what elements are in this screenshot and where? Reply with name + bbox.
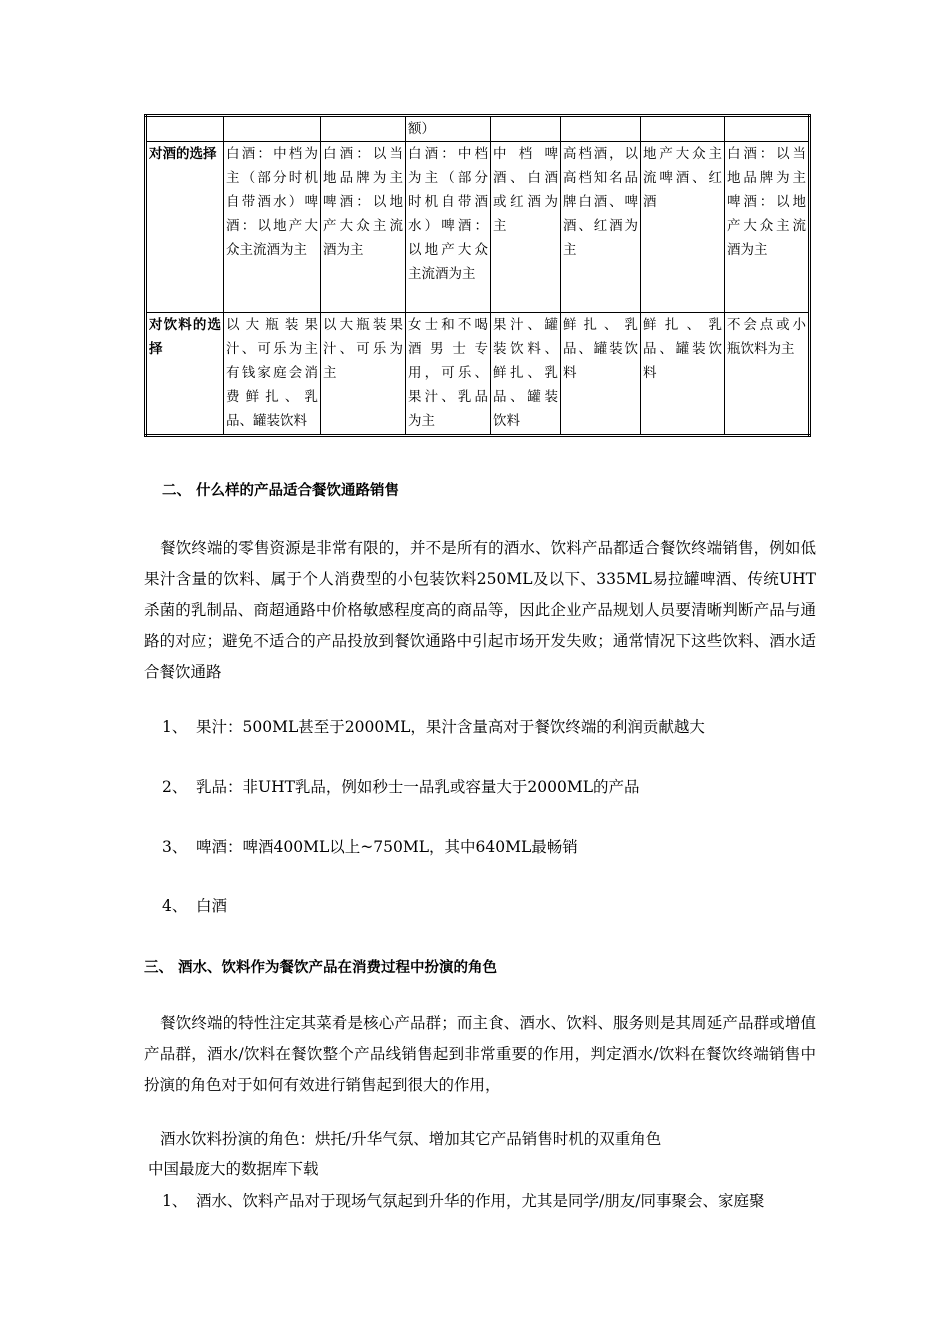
table-cell	[321, 116, 406, 142]
table-cell: 白酒：以当地品牌为主啤酒：以地产大众主流酒为主	[725, 142, 810, 313]
table-cell: 白酒：中档为主（部分时机自带酒水）啤酒：以地产大众主流酒为主	[406, 142, 491, 313]
table-cell: 白酒：以当地品牌为主啤酒：以地产大众主流酒为主	[321, 142, 406, 313]
table-cell	[146, 116, 224, 142]
table-cell: 鲜扎、乳品、罐装饮料	[641, 313, 725, 436]
table-cell: 以大瓶装果汁、可乐为主有钱家庭会消费鲜扎、乳品、罐装饮料	[224, 313, 321, 436]
table-cell: 地产大众主流啤酒、红酒	[641, 142, 725, 313]
table-cell	[224, 116, 321, 142]
table-cell: 果汁、罐装饮料、鲜扎、乳品、罐装饮料	[491, 313, 561, 436]
list-text: 啤酒：啤酒400ML以上~750ML，其中640ML最畅销	[196, 838, 578, 856]
row-header-wine: 对酒的选择	[146, 142, 224, 313]
list-number: 3、	[162, 838, 188, 856]
table-cell: 中档啤酒、白酒或红酒为主	[491, 142, 561, 313]
table-cell: 高档酒，以高档知名品牌白酒、啤酒、红酒为主	[561, 142, 641, 313]
table-row	[146, 116, 810, 142]
list-number: 1、	[162, 718, 188, 736]
table-row	[146, 142, 810, 313]
section-3-heading: 三、 酒水、饮料作为餐饮产品在消费过程中扮演的角色	[144, 959, 498, 976]
role-line: 酒水饮料扮演的角色：烘托/升华气氛、增加其它产品销售时机的双重角色	[160, 1130, 662, 1148]
table-cell: 女士和不喝酒男士专用，可乐、果汁、乳品为主	[406, 313, 491, 436]
section-2-heading: 二、 什么样的产品适合餐饮通路销售	[162, 482, 400, 499]
section-3-paragraph	[144, 1008, 816, 1101]
list-item	[162, 835, 578, 857]
paragraph-text: 餐饮终端的零售资源是非常有限的，并不是所有的酒水、饮料产品都适合餐饮终端销售，例如低果汁含量的饮料、属于个人消费型的小包装饮料250ML及以下、335ML易拉罐啤酒、传统UHT杀菌的乳制品、商超通路中价格敏感程度高的商品等，因此企业产品规划人员要清晰判断产品与通路的对应；避免不适合的产品投放到餐饮通路中引起市场开发失败；通常情况下这些饮料、酒水适合餐饮通路	[144, 539, 816, 681]
list-text: 酒水、饮料产品对于现场气氛起到升华的作用，尤其是同学/朋友/同事聚会、家庭聚	[196, 1192, 765, 1210]
table-cell	[561, 116, 641, 142]
drink-selection-table	[144, 114, 811, 437]
table-cell: 不会点或小瓶饮料为主	[725, 313, 810, 436]
list-item	[162, 894, 227, 916]
table-cell	[641, 116, 725, 142]
table-cell	[491, 116, 561, 142]
list-text: 果汁：500ML甚至于2000ML，果汁含量高对于餐饮终端的利润贡献越大	[196, 718, 705, 736]
table-cell: 鲜扎、乳品、罐装饮料	[561, 313, 641, 436]
download-note: 中国最庞大的数据库下载	[148, 1160, 319, 1178]
list-text: 乳品：非UHT乳品，例如秒士一品乳或容量大于2000ML的产品	[196, 778, 640, 796]
table-cell	[725, 116, 810, 142]
list-item	[162, 1189, 764, 1211]
list-item	[162, 775, 640, 797]
list-text: 白酒	[196, 897, 228, 915]
section-2-paragraph	[144, 533, 816, 688]
table-cell: 额）	[406, 116, 491, 142]
table-row	[146, 313, 810, 436]
row-header-beverage: 对饮料的选择	[146, 313, 224, 436]
list-number: 1、	[162, 1192, 188, 1210]
list-item	[162, 715, 705, 737]
table-cell: 白酒：中档为主（部分时机自带酒水）啤酒：以地产大众主流酒为主	[224, 142, 321, 313]
list-number: 4、	[162, 897, 188, 915]
paragraph-text: 餐饮终端的特性注定其菜肴是核心产品群；而主食、酒水、饮料、服务则是其周延产品群或增值产品群，酒水/饮料在餐饮整个产品线销售起到非常重要的作用，判定酒水/饮料在餐饮终端销售中扮演的角色对于如何有效进行销售起到很大的作用，	[144, 1014, 816, 1094]
list-number: 2、	[162, 778, 188, 796]
table-cell: 以大瓶装果汁、可乐为主	[321, 313, 406, 436]
